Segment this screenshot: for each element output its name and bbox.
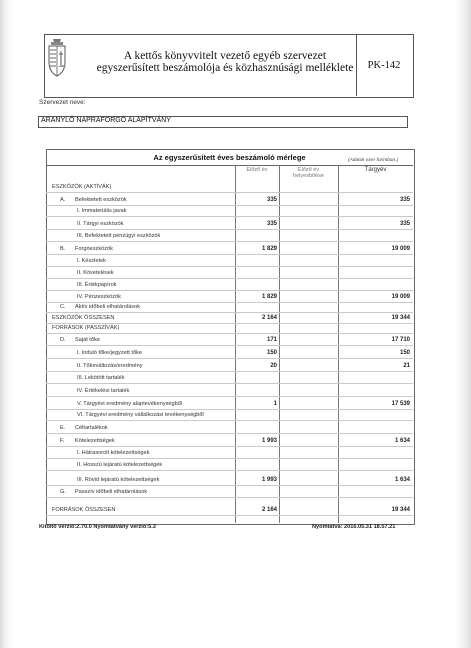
- previous-year-value: 335: [266, 197, 277, 203]
- footer-version: Kitöltő verzió:2.70.0 Nyomtatvány verzió:5.3: [39, 524, 156, 530]
- current-year-value: 17 710: [391, 337, 410, 343]
- row-divider: [46, 266, 413, 267]
- row-divider: [46, 497, 413, 498]
- row-divider: [46, 345, 413, 346]
- row-divider: [46, 485, 413, 486]
- row-divider: [46, 433, 413, 434]
- row-label: FORRÁSOK (PASSZÍVÁK): [52, 325, 120, 331]
- row-divider: [46, 229, 413, 230]
- previous-year-value: 171: [266, 337, 277, 343]
- current-year-value: 1 634: [394, 438, 410, 444]
- previous-year-value: 1: [273, 401, 277, 407]
- previous-year-value: 2 164: [261, 507, 277, 513]
- row-divider: [46, 333, 413, 334]
- row-divider: [46, 241, 413, 242]
- column-header-previous-year: Előző év: [246, 167, 268, 173]
- current-year-value: 19 009: [391, 294, 410, 300]
- row-label: ESZKÖZÖK (AKTÍVÁK): [52, 184, 112, 190]
- row-divider: [46, 383, 413, 384]
- row-divider: [46, 216, 413, 217]
- previous-year-value: 1 993: [261, 477, 277, 483]
- row-code: A.: [60, 197, 66, 203]
- row-divider: [46, 205, 413, 206]
- row-label: III. Befektetett pénzügyi eszközök: [77, 233, 161, 239]
- current-year-value: 19 344: [391, 507, 410, 513]
- current-year-value: 335: [399, 197, 410, 203]
- row-label: IV. Pénzeszközök: [77, 294, 121, 300]
- row-label: I. Immateriális javak: [77, 208, 127, 214]
- current-year-value: 19 009: [391, 246, 410, 252]
- row-divider: [46, 458, 413, 459]
- row-label: I. Készletek: [77, 258, 106, 264]
- form-code: PK-142: [367, 60, 401, 71]
- row-divider: [46, 396, 413, 397]
- row-divider: [46, 409, 413, 410]
- row-divider: [46, 254, 413, 255]
- form-title: [80, 50, 370, 74]
- row-divider: [46, 470, 413, 471]
- column-header-adjustment: [279, 167, 338, 179]
- row-divider: [46, 515, 413, 516]
- row-label: Kötelezettségek: [75, 438, 115, 444]
- current-year-value: 150: [399, 350, 410, 356]
- row-divider: [46, 192, 413, 193]
- row-label: II. Követelések: [77, 270, 114, 276]
- coat-of-arms-icon: [47, 37, 67, 85]
- row-label: II. Tárgyi eszközök: [77, 221, 124, 227]
- row-label: III. Lekötött tartalék: [77, 375, 125, 381]
- form-title-line1: A kettős könyvvitelt vezető egyéb szervezet: [123, 50, 327, 62]
- table-title: Az egyszerűsített éves beszámoló mérlege: [153, 153, 306, 162]
- previous-year-value: 150: [266, 350, 277, 356]
- row-divider: [46, 420, 413, 421]
- footer-printed: Nyomtatva: 2016.05.31 18.57.21: [312, 524, 396, 530]
- row-divider: [46, 278, 413, 279]
- row-code: D.: [60, 337, 66, 343]
- previous-year-value: 1 829: [261, 294, 277, 300]
- previous-year-value: 20: [270, 363, 277, 369]
- row-label: IV. Értékelési tartalék: [77, 388, 130, 394]
- current-year-value: 17 539: [391, 401, 410, 407]
- previous-year-value: 2 164: [261, 315, 277, 321]
- row-label: FORRÁSOK ÖSSZESEN: [52, 507, 116, 513]
- row-code: G.: [60, 489, 66, 495]
- row-divider: [46, 446, 413, 447]
- column-header-adjustment-line2: helyesbítése: [293, 173, 324, 179]
- column-header-adjustment-line1: Előző év: [297, 167, 320, 173]
- row-code: B.: [60, 246, 66, 252]
- row-divider: [46, 323, 413, 324]
- row-code: E.: [60, 425, 66, 431]
- row-divider: [46, 358, 413, 359]
- current-year-value: 21: [403, 363, 410, 369]
- current-year-value: 1 634: [394, 477, 410, 483]
- row-divider: [46, 290, 413, 291]
- current-year-value: 335: [399, 221, 410, 227]
- previous-year-value: 335: [266, 221, 277, 227]
- row-label: III. Rövid lejáratú kötelezettségek: [77, 477, 160, 483]
- row-label: II. Tőkeváltozás/eredmény: [77, 363, 143, 369]
- row-label: Passzív időbeli elhatárolások: [75, 489, 148, 495]
- row-divider: [46, 371, 413, 372]
- previous-year-value: 1 829: [261, 246, 277, 252]
- organization-name: ARANYLÓ NAPRAFORGÓ ALAPÍTVÁNY: [41, 117, 171, 124]
- form-title-line2: egyszerűsített beszámolója és közhasznúsági melléklete: [96, 62, 354, 74]
- row-divider: [46, 312, 413, 313]
- row-label: II. Hosszú lejáratú kötelezettségek: [77, 462, 163, 468]
- row-code: F.: [60, 438, 65, 444]
- row-label: III. Értékpapírok: [77, 282, 117, 288]
- row-label: V. Tárgyévi eredmény alaptevékenységből: [77, 401, 183, 407]
- row-label: I. Hátrasorolt kötelezettségek: [77, 450, 150, 456]
- organization-label: Szervezet neve:: [39, 99, 86, 106]
- row-label: Aktív időbeli elhatárolások: [75, 304, 140, 310]
- title-divider: [46, 165, 413, 166]
- unit-note: (Adatok ezer forintban.): [348, 158, 399, 163]
- row-label: Céltartalékok: [75, 425, 108, 431]
- column-header-current-year: Tárgyév: [364, 167, 387, 173]
- row-divider: [46, 302, 413, 303]
- row-label: VI. Tárgyévi eredmény vállalkozási tevékenységből: [77, 412, 204, 418]
- row-label: Befektetett eszközök: [75, 197, 127, 203]
- current-year-value: 19 344: [391, 315, 410, 321]
- row-label: Saját tőke: [75, 337, 100, 343]
- row-label: ESZKÖZÖK ÖSSZESEN: [52, 315, 115, 321]
- row-label: Forgóeszközök: [75, 246, 113, 252]
- previous-year-value: 1 993: [261, 438, 277, 444]
- row-code: C.: [60, 304, 66, 310]
- row-label: I. Induló tőke/jegyzett tőke: [77, 350, 142, 356]
